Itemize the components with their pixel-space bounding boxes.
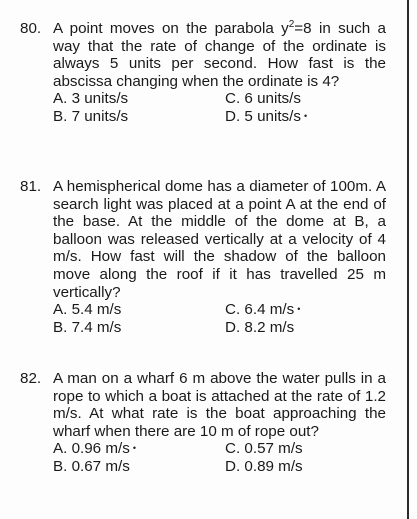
choice-a [53, 301, 225, 319]
answer-mark-dot: • [132, 443, 136, 454]
question-81 [20, 178, 386, 336]
choice-label: B. 0.67 m/s [53, 457, 130, 475]
choice-d [225, 108, 385, 126]
answer-choices [53, 301, 386, 336]
choice-b [53, 319, 225, 337]
question-number: 82. [20, 370, 42, 387]
choice-c [225, 90, 385, 108]
choice-label: B. 7.4 m/s [53, 318, 122, 336]
question-80 [20, 20, 386, 126]
choice-label: D. 8.2 m/s [225, 318, 295, 336]
choice-label: D. 0.89 m/s [225, 457, 303, 475]
choice-label: C. 6.4 m/s [225, 301, 295, 319]
choice-a [53, 90, 225, 108]
choice-b [53, 108, 225, 126]
question-82 [20, 370, 386, 476]
superscript-exponent: 2 [288, 18, 295, 30]
page-right-border [407, 0, 409, 519]
answer-mark-dot: • [297, 304, 301, 315]
question-text: A hemispherical dome has a diameter of 100m. A search light was placed at a point A at the end of the base. At the middle of the dome at B, a balloon was released vertically at a velocity of 4 m/s. How fast will the shadow of the balloon move along the roof if it has travelled 25 m vertically? [53, 178, 386, 301]
question-text-part: A point moves on the parabola y [53, 20, 289, 37]
question-text: A man on a wharf 6 m above the water pulls in a rope to which a boat is attached at the rate of 1.2 m/s. At what rate is the boat approaching the wharf when there are 10 m of rope out? [53, 370, 386, 440]
answer-choices [53, 440, 386, 475]
answer-mark-dot: • [303, 110, 308, 121]
choice-label: B. 7 units/s [53, 107, 129, 125]
question-number: 81. [20, 178, 42, 195]
answer-choices [53, 90, 386, 125]
choice-label: D. 5 units/s [225, 107, 301, 125]
choice-d [225, 319, 385, 337]
choice-label: A. 5.4 m/s [53, 301, 122, 319]
choice-c [225, 301, 385, 319]
choice-b [53, 458, 225, 476]
choice-label: A. 3 units/s [53, 90, 129, 108]
choice-label: C. 0.57 m/s [225, 440, 303, 458]
choice-d [225, 458, 385, 476]
choice-label: C. 6 units/s [225, 90, 301, 108]
choice-label: A. 0.96 m/s [53, 440, 130, 458]
choice-c [225, 440, 385, 458]
question-text-part: =8 in such a way that the rate of change of the ordinate is always 5 units per second. How fast is the abscissa changing when the ordinate is 4? [53, 20, 386, 90]
question-text [53, 20, 386, 90]
question-number: 80. [20, 20, 42, 37]
choice-a [53, 440, 225, 458]
